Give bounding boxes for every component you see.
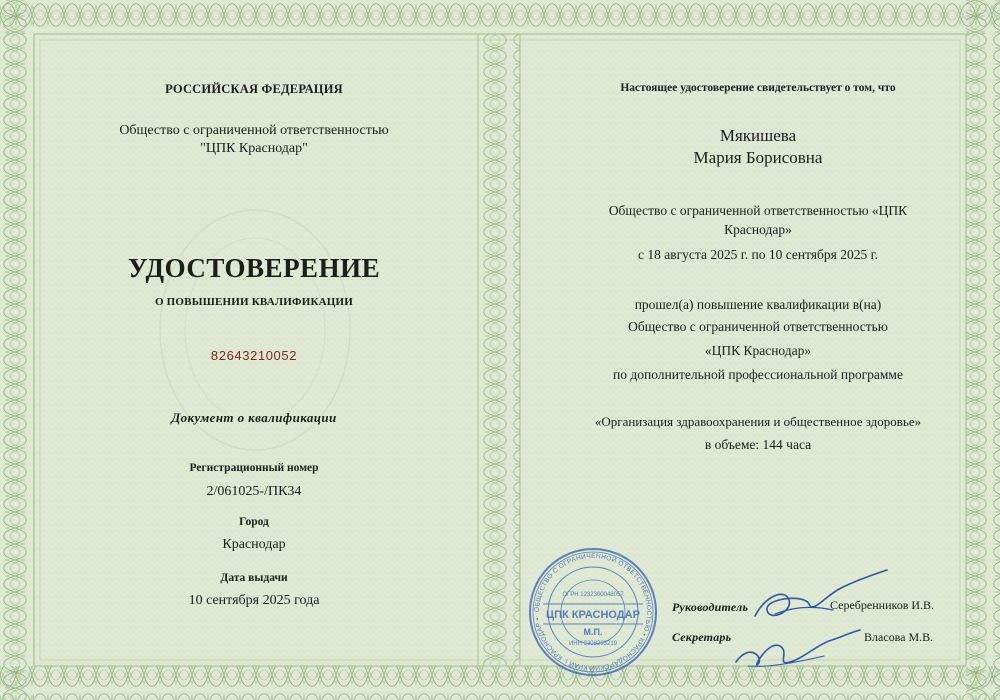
stamp-inn: ИНН 2308293219 bbox=[568, 641, 618, 647]
head-signature bbox=[745, 566, 895, 628]
training-period: с 18 августа 2025 г. по 10 сентября 2025 г. bbox=[638, 247, 878, 262]
country-heading: РОССИЙСКАЯ ФЕДЕРАЦИЯ bbox=[165, 82, 343, 96]
institution-line-2: «ЦПК Краснодар» bbox=[704, 343, 812, 358]
secretary-signature bbox=[728, 622, 868, 674]
institution-line-1: Общество с ограниченной ответственностью bbox=[628, 319, 888, 334]
head-name: Серебренников И.В. bbox=[830, 598, 935, 612]
stamp-mp: М.П. bbox=[583, 627, 603, 637]
document-title: УДОСТОВЕРЕНИЕ bbox=[127, 253, 381, 283]
stamp-ring-text: ОБЩЕСТВО С ОГРАНИЧЕННОЙ ОТВЕТСТВЕННОСТЬЮ • КРАСНОДАРСКИЙ КРАЙ г. КРАСНОДАР • bbox=[533, 552, 653, 672]
head-role-label: Руководитель bbox=[672, 600, 749, 614]
city-label: Город bbox=[239, 516, 269, 528]
training-org-line-2: Краснодар» bbox=[724, 222, 792, 237]
holder-surname: Мякишева bbox=[719, 126, 797, 145]
registration-number-label: Регистрационный номер bbox=[189, 462, 319, 474]
issuer-org-line-1: Общество с ограниченной ответственностью bbox=[119, 123, 389, 138]
passed-statement: прошел(а) повышение квалификации в(на) bbox=[634, 297, 882, 312]
document-subtitle: О ПОВЫШЕНИИ КВАЛИФИКАЦИИ bbox=[154, 296, 354, 308]
organization-stamp bbox=[527, 546, 659, 678]
registration-number-value: 2/061025-/ПК34 bbox=[206, 484, 302, 499]
training-org-line-1: Общество с ограниченной ответственностью «ЦПК bbox=[608, 203, 908, 218]
issue-date-label: Дата выдачи bbox=[220, 572, 288, 584]
secretary-name: Власова М.В. bbox=[864, 630, 934, 644]
certificate-intro: Настоящее удостоверение свидетельствует о том, что bbox=[620, 82, 896, 94]
blank-serial-number: 82643210052 bbox=[210, 348, 298, 363]
issue-date-value: 10 сентября 2025 года bbox=[188, 593, 320, 608]
city-value: Краснодар bbox=[222, 537, 286, 552]
stamp-ogrn: ОГРН 1232300048057 bbox=[562, 592, 624, 598]
program-volume: в объеме: 144 часа bbox=[704, 437, 812, 452]
secretary-role-label: Секретарь bbox=[672, 630, 732, 644]
document-type: Документ о квалификации bbox=[171, 410, 337, 425]
holder-given-names: Мария Борисовна bbox=[693, 148, 823, 167]
program-name: «Организация здравоохранения и общественное здоровье» bbox=[594, 414, 922, 429]
program-intro: по дополнительной профессиональной программе bbox=[613, 367, 903, 382]
stamp-name: ЦПК КРАСНОДАР bbox=[546, 609, 640, 621]
issuer-org-line-2: "ЦПК Краснодар" bbox=[200, 141, 308, 156]
